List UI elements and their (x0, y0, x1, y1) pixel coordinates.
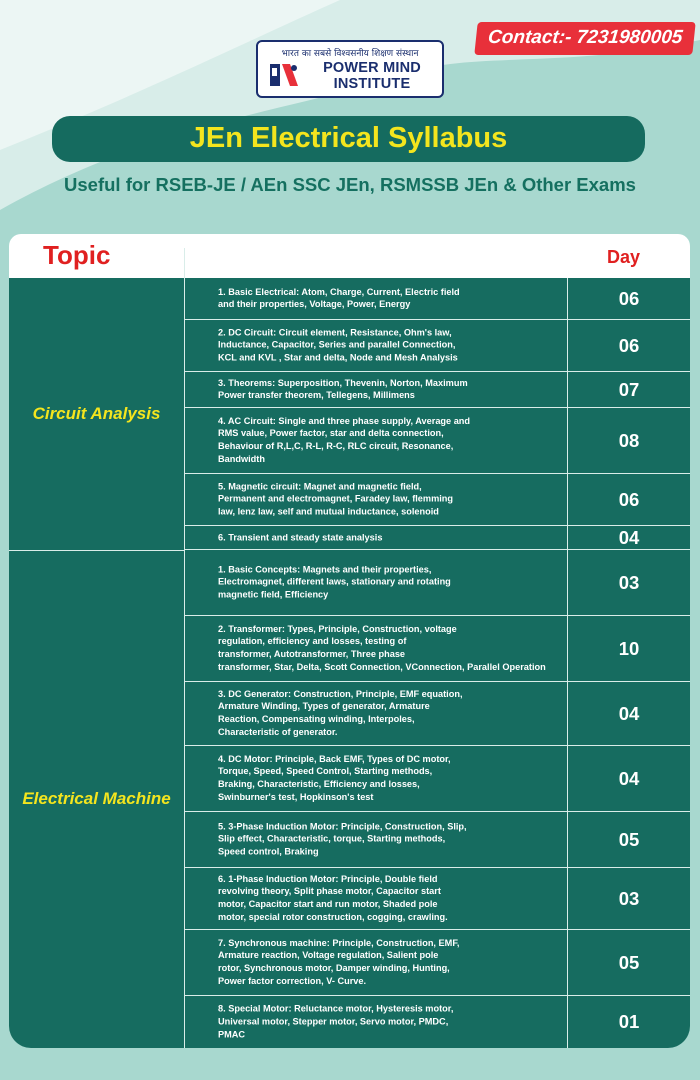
table-row (185, 616, 690, 682)
day-count: 03 (618, 571, 640, 593)
day-count: 08 (618, 429, 640, 451)
logo-name-line1: POWER MIND (323, 60, 421, 76)
topic-text: 3. DC Generator: Construction, Principle, EMF equation, Armature Winding, Types of generator, Armature Reaction, Compensating winding, Interpoles, Characteristic of generator. (218, 688, 463, 738)
topic-text: 6. 1-Phase Induction Motor: Principle, Double field revolving theory, Split phase motor, Capacitor start motor, Capacitor start and run motor, Shaded pole motor, special rotor construction, cogging, crawling. (218, 873, 448, 923)
topic-text: 5. 3-Phase Induction Motor: Principle, Construction, Slip, Slip effect, Characteristic, torque, Starting methods, Speed control, Braking (218, 821, 467, 857)
syllabus-table (9, 234, 690, 1048)
day-count: 06 (618, 334, 640, 356)
table-row (185, 930, 690, 996)
topic-text: 3. Theorems: Superposition, Thevenin, Norton, Maximum Power transfer theorem, Tellegens, Millimens (218, 377, 468, 401)
topic-text: 7. Synchronous machine: Principle, Construction, EMF, Armature reaction, Voltage regulation, Salient pole rotor, Synchronous motor, Damper winding, Hunting, Power factor correction, V- Curve. (218, 937, 460, 987)
day-count: 03 (618, 887, 640, 909)
table-row (185, 550, 690, 616)
day-count: 10 (618, 637, 640, 659)
table-header (9, 234, 690, 278)
category-label: Circuit Analysis (32, 404, 161, 423)
day-count: 06 (618, 488, 640, 510)
page-title: JEn Electrical Syllabus (52, 116, 645, 162)
table-row (185, 812, 690, 868)
table-row (185, 526, 690, 550)
logo-name-line2: INSTITUTE (333, 76, 411, 92)
header-day: Day (607, 247, 641, 267)
day-count: 06 (618, 287, 640, 309)
day-count: 04 (618, 767, 640, 789)
table-row (185, 320, 690, 372)
column-divider-topic (184, 248, 185, 1048)
page-subtitle: Useful for RSEB-JE / AEn SSC JEn, RSMSSB JEn & Other Exams (64, 174, 636, 195)
logo-tagline: भारत का सबसे विश्वसनीय शिक्षण संस्थान (281, 49, 419, 59)
table-row (185, 474, 690, 526)
column-divider-day (567, 278, 568, 1048)
topic-text: 8. Special Motor: Reluctance motor, Hysteresis motor, Universal motor, Stepper motor, Servo motor, PMDC, PMAC (218, 1003, 454, 1040)
category-divider (9, 550, 184, 551)
table-row (185, 682, 690, 746)
topic-text: 2. DC Circuit: Circuit element, Resistance, Ohm's law, Inductance, Capacitor, Series and parallel Connection, KCL and KVL , Star and delta, Node and Mesh Analysis (218, 327, 458, 363)
table-row (185, 746, 690, 812)
pmi-logo-icon (268, 60, 300, 90)
day-count: 04 (618, 526, 640, 548)
day-count: 05 (618, 951, 640, 973)
logo-name (304, 60, 440, 92)
topic-text: 1. Basic Electrical: Atom, Charge, Current, Electric field and their properties, Voltage, Power, Energy (218, 286, 460, 310)
day-count: 01 (618, 1011, 640, 1032)
table-row (185, 278, 690, 320)
table-row (185, 408, 690, 474)
topic-text: 4. DC Motor: Principle, Back EMF, Types of DC motor, Torque, Speed, Speed Control, Starting methods, Braking, Characteristic, Efficiency and losses, Swinburner's test, Hopkinson's test (218, 753, 451, 803)
day-count: 07 (618, 378, 640, 400)
topic-text: 1. Basic Concepts: Magnets and their properties, Electromagnet, different laws, stationary and rotating magnetic field, Efficiency (218, 564, 451, 600)
topic-text: 6. Transient and steady state analysis (218, 532, 383, 543)
header-topic: Topic (43, 240, 111, 270)
table-row (185, 996, 690, 1048)
institute-logo (256, 40, 444, 98)
topic-text: 4. AC Circuit: Single and three phase supply, Average and RMS value, Power factor, star and delta connection, Behaviour of R,L,C, R-L, R-C, RLC circuit, Resonance, Bandwidth (218, 415, 471, 465)
table-row (185, 372, 690, 408)
day-count: 04 (618, 702, 640, 724)
day-count: 05 (618, 828, 640, 850)
category-label: Electrical Machine (22, 789, 171, 808)
topic-text: 2. Transformer: Types, Principle, Construction, voltage regulation, efficiency and losses, testing of transformer, Autotransformer, Three phase transformer, Star, Delta, Scott Connection, VConnection, Parallel Operation (218, 623, 546, 673)
contact-badge: Contact:- 7231980005 (474, 22, 696, 55)
table-row (185, 868, 690, 930)
topic-text: 5. Magnetic circuit: Magnet and magnetic field, Permanent and electromagnet, Faradey law, flemming law, lenz law, self and mutual inductance, solenoid (218, 481, 454, 517)
